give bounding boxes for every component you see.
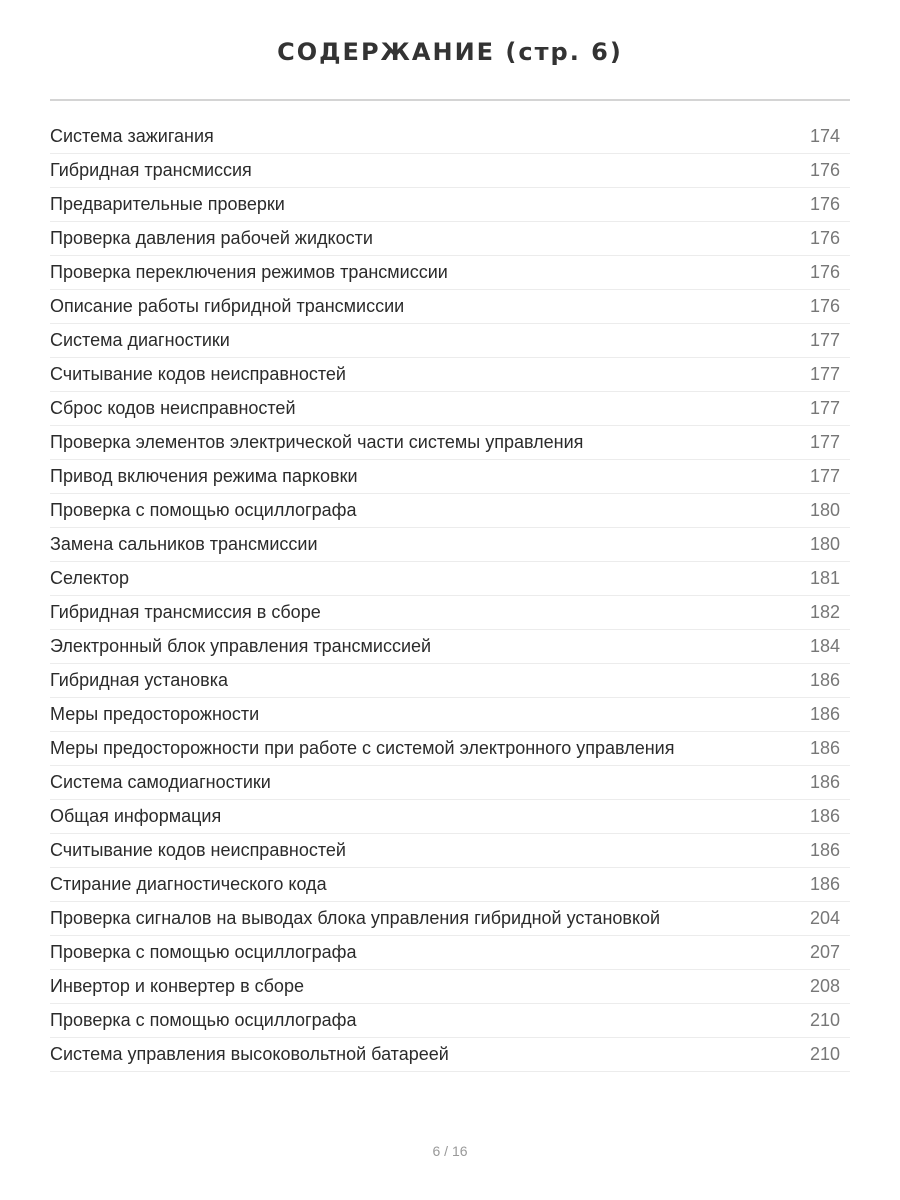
toc-entry-page-number: 186	[810, 874, 841, 894]
toc-entry[interactable]	[50, 902, 850, 936]
toc-entry-page-number: 186	[810, 704, 841, 724]
toc-entry-page-number: 207	[810, 942, 841, 962]
toc-entry-page-number: 177	[810, 466, 841, 486]
toc-entry-page-number: 177	[810, 432, 841, 452]
toc-entry[interactable]	[50, 936, 850, 970]
toc-entry[interactable]	[50, 358, 850, 392]
toc-entry[interactable]	[50, 188, 850, 222]
toc-entry-title: Меры предосторожности	[50, 704, 260, 724]
toc-entry[interactable]	[50, 528, 850, 562]
toc-entry-title: Привод включения режима парковки	[50, 466, 358, 486]
toc-entry-title: Меры предосторожности при работе с системой электронного управления	[50, 738, 675, 758]
toc-entry-page-number: 177	[810, 330, 841, 350]
toc-entry-title: Гибридная трансмиссия	[50, 160, 252, 180]
toc-entry-page-number: 177	[810, 364, 841, 384]
toc-entry-page-number: 210	[810, 1010, 841, 1030]
toc-entry[interactable]	[50, 562, 850, 596]
toc-entry-page-number: 176	[810, 262, 841, 282]
toc-entry-title: Сброс кодов неисправностей	[50, 398, 296, 418]
toc-entry-title: Проверка давления рабочей жидкости	[50, 228, 373, 248]
toc-entry[interactable]	[50, 630, 850, 664]
toc-entry-page-number: 186	[810, 738, 841, 758]
toc-entry-page-number: 186	[810, 840, 841, 860]
toc-entry-title: Система самодиагностики	[50, 772, 271, 792]
page-title: СОДЕРЖАНИЕ (стр. 6)	[277, 38, 623, 66]
toc-entry-page-number: 186	[810, 806, 841, 826]
toc-entry[interactable]	[50, 1038, 850, 1072]
toc-entry-page-number: 176	[810, 194, 841, 214]
toc-entry-title: Проверка сигналов на выводах блока управления гибридной установкой	[50, 908, 661, 928]
page-pagination: 6 / 16	[432, 1143, 468, 1159]
title-divider	[50, 99, 850, 101]
toc-entry[interactable]	[50, 460, 850, 494]
toc-entry-title: Проверка с помощью осциллографа	[50, 1010, 357, 1030]
toc-entry[interactable]	[50, 256, 850, 290]
toc-entry[interactable]	[50, 970, 850, 1004]
toc-entry-page-number: 210	[810, 1044, 841, 1064]
toc-entry-title: Проверка с помощью осциллографа	[50, 500, 357, 520]
toc-entry[interactable]	[50, 664, 850, 698]
toc-entry-page-number: 176	[810, 296, 841, 316]
toc-entry-title: Проверка с помощью осциллографа	[50, 942, 357, 962]
toc-entry-title: Гибридная трансмиссия в сборе	[50, 602, 321, 622]
toc-entry-title: Считывание кодов неисправностей	[50, 364, 346, 384]
toc-entry-title: Система зажигания	[50, 126, 214, 146]
toc-entry[interactable]	[50, 1004, 850, 1038]
toc-entry[interactable]	[50, 868, 850, 902]
toc-entry-page-number: 184	[810, 636, 841, 656]
toc-entry-page-number: 174	[810, 126, 841, 146]
toc-entry-title: Считывание кодов неисправностей	[50, 840, 346, 860]
toc-entry[interactable]	[50, 494, 850, 528]
toc-entry-page-number: 208	[810, 976, 841, 996]
toc-entry[interactable]	[50, 698, 850, 732]
toc-entry-page-number: 176	[810, 160, 841, 180]
toc-entry-title: Система управления высоковольтной батареей	[50, 1044, 449, 1064]
toc-entry-page-number: 182	[810, 602, 841, 622]
table-of-contents	[50, 120, 850, 1072]
toc-entry-page-number: 186	[810, 772, 841, 792]
toc-entry-page-number: 204	[810, 908, 841, 928]
toc-entry-page-number: 176	[810, 228, 841, 248]
toc-entry-title: Предварительные проверки	[50, 194, 285, 214]
toc-entry[interactable]	[50, 426, 850, 460]
toc-entry-title: Электронный блок управления трансмиссией	[50, 636, 432, 656]
toc-entry-title: Проверка переключения режимов трансмиссии	[50, 262, 448, 282]
toc-entry[interactable]	[50, 800, 850, 834]
toc-entry-title: Стирание диагностического кода	[50, 874, 327, 894]
toc-entry-title: Система диагностики	[50, 330, 230, 350]
toc-entry[interactable]	[50, 766, 850, 800]
toc-entry[interactable]	[50, 834, 850, 868]
toc-entry-page-number: 177	[810, 398, 841, 418]
toc-entry[interactable]	[50, 222, 850, 256]
toc-entry[interactable]	[50, 154, 850, 188]
toc-entry-title: Селектор	[50, 568, 130, 588]
toc-entry-title: Общая информация	[50, 806, 222, 826]
toc-entry-page-number: 180	[810, 534, 841, 554]
toc-entry-page-number: 181	[810, 568, 841, 588]
toc-entry[interactable]	[50, 732, 850, 766]
toc-entry-title: Инвертор и конвертер в сборе	[50, 976, 304, 996]
toc-entry[interactable]	[50, 392, 850, 426]
toc-entry-page-number: 186	[810, 670, 841, 690]
toc-entry[interactable]	[50, 120, 850, 154]
toc-entry[interactable]	[50, 324, 850, 358]
toc-entry-title: Описание работы гибридной трансмиссии	[50, 296, 405, 316]
toc-entry[interactable]	[50, 290, 850, 324]
toc-entry-title: Гибридная установка	[50, 670, 229, 690]
toc-entry-title: Проверка элементов электрической части системы управления	[50, 432, 584, 452]
toc-entry[interactable]	[50, 596, 850, 630]
toc-entry-title: Замена сальников трансмиссии	[50, 534, 318, 554]
toc-entry-page-number: 180	[810, 500, 841, 520]
